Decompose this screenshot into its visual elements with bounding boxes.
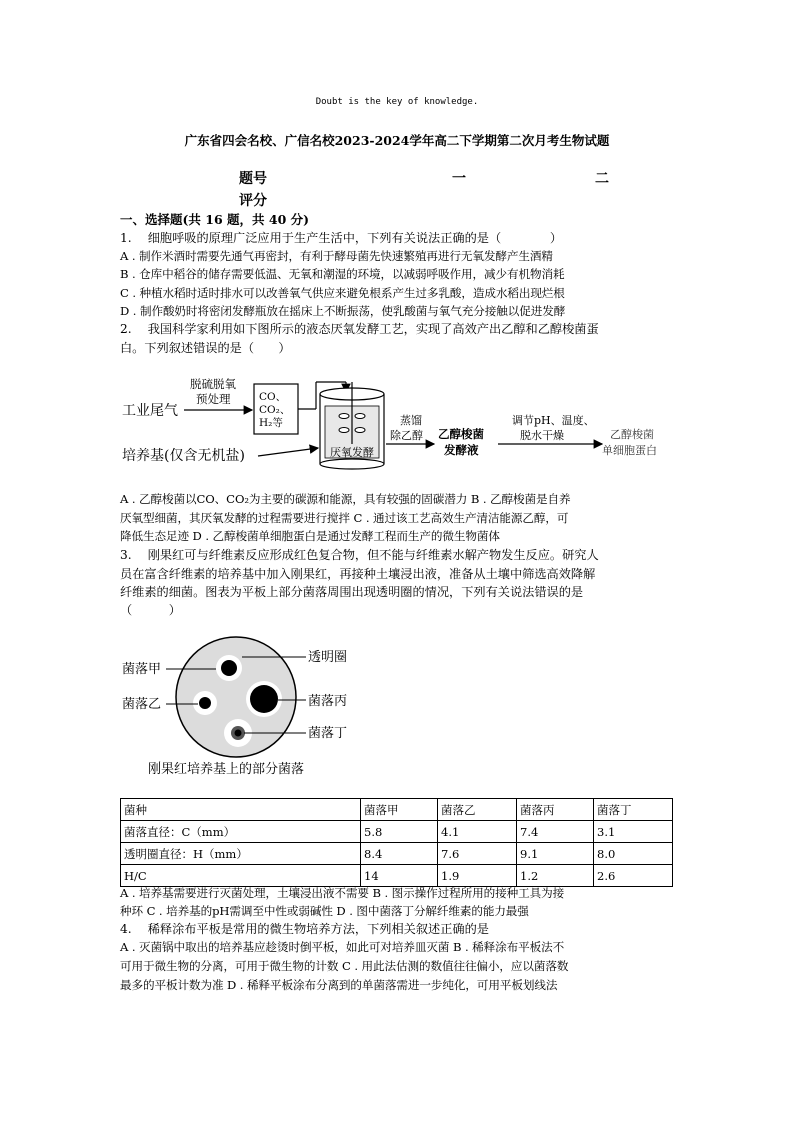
- fermentation-process-diagram: [118, 372, 678, 472]
- label-colony-yi: 菌落乙: [122, 697, 162, 712]
- table-row: [121, 821, 673, 843]
- diagram-medium-label: 培养基(仅含无机盐): [122, 448, 245, 464]
- table-header-cell: 菌落丙: [517, 799, 594, 821]
- diagram-pretreat-label-1: 脱硫脱氧: [190, 377, 236, 391]
- label-colony-jia: 菌落甲: [122, 662, 162, 677]
- liquid-label-2: 发酵液: [444, 443, 479, 457]
- table-cell: 1.9: [438, 865, 517, 887]
- q2-options-line1[interactable]: A . 乙醇梭菌以CO、CO₂为主要的碳源和能源，具有较强的固碳潜力 B . 乙醇梭菌是自养: [120, 492, 571, 506]
- q3-stem-line1: 3. 刚果红可与纤维素反应形成红色复合物，但不能与纤维素水解产物发生反应。研究人: [120, 548, 599, 562]
- table-cell: 菌落直径：C（mm）: [121, 821, 361, 843]
- table-header-cell: 菌落丁: [594, 799, 673, 821]
- table-cell: 9.1: [517, 843, 594, 865]
- distill-label-2: 除乙醇: [390, 429, 423, 442]
- table-cell: H/C: [121, 865, 361, 887]
- table-cell: 4.1: [438, 821, 517, 843]
- q4-stem: 4. 稀释涂布平板是常用的微生物培养方法，下列相关叙述正确的是: [120, 922, 489, 936]
- q2-stem-line2: 白。下列叙述错误的是（ ）: [120, 341, 291, 355]
- q3-stem-line2: 员在富含纤维素的培养基中加入刚果红，再接种土壤浸出液，准备从土壤中筛选高效降解: [120, 567, 596, 581]
- q3-options-line1[interactable]: A . 培养基需要进行灭菌处理，土壤浸出液不需要 B . 图示操作过程所用的接种工具为接: [120, 886, 565, 900]
- tank-label: 厌氧发酵: [330, 446, 374, 459]
- q1-stem: 1. 细胞呼吸的原理广泛应用于生产生活中，下列有关说法正确的是（ ）: [120, 231, 563, 245]
- label-colony-ding: 菌落丁: [308, 726, 348, 741]
- table-header-cell: 菌落甲: [361, 799, 438, 821]
- q2-options-line2[interactable]: 厌氧型细菌，其厌氧发酵的过程需要进行搅拌 C . 通过该工艺高效生产清洁能源乙醇，可: [120, 511, 569, 525]
- score-table-col2: 二: [595, 171, 609, 187]
- table-cell: 1.2: [517, 865, 594, 887]
- table-cell: 14: [361, 865, 438, 887]
- label-colony-bing: 菌落丙: [308, 694, 348, 709]
- gas-label-1: CO、: [259, 391, 287, 403]
- colony-bing: [250, 685, 278, 713]
- q2-stem-line1: 2. 我国科学家利用如下图所示的液态厌氧发酵工艺，实现了高效产出乙醇和乙醇梭菌蛋: [120, 322, 599, 336]
- arrow-medium-to-tank: [258, 448, 318, 456]
- table-row: [121, 865, 673, 887]
- table-header-row: [121, 799, 673, 821]
- table-cell: 8.4: [361, 843, 438, 865]
- q4-options-line3[interactable]: 最多的平板计数为准 D . 稀释平板涂布分离到的单菌落需进一步纯化，可用平板划线法: [120, 978, 558, 992]
- q3-options-line2[interactable]: 种环 C . 培养基的pH需调至中性或弱碱性 D . 图中菌落丁分解纤维素的能力最强: [120, 904, 529, 918]
- figure-caption: 刚果红培养基上的部分菌落: [148, 762, 305, 777]
- q1-option-b[interactable]: B . 仓库中稻谷的储存需要低温、无氧和潮湿的环境，以减弱呼吸作用，减少有机物消耗: [120, 267, 565, 281]
- table-cell: 3.1: [594, 821, 673, 843]
- section-title: 一、选择题(共 16 题，共 40 分): [120, 212, 310, 227]
- table-cell: 7.6: [438, 843, 517, 865]
- q2-options-line3[interactable]: 降低生态足迹 D . 乙醇梭菌单细胞蛋白是通过发酵工程而生产的微生物菌体: [120, 529, 500, 543]
- adjust-label-1: 调节pH、温度、: [512, 414, 595, 427]
- label-clear-zone: 透明圈: [308, 650, 348, 665]
- score-table-row1-label: 题号: [239, 171, 267, 187]
- q1-option-c[interactable]: C . 种植水稻时适时排水可以改善氧气供应来避免根系产生过多乳酸，造成水稻出现烂根: [120, 286, 565, 300]
- adjust-label-2: 脱水干燥: [520, 429, 564, 442]
- table-cell: 8.0: [594, 843, 673, 865]
- exam-title: 广东省四会名校、广信名校2023-2024学年高二下学期第二次月考生物试题: [184, 133, 610, 148]
- diagram-exhaust-label: 工业尾气: [122, 403, 178, 419]
- table-cell: 2.6: [594, 865, 673, 887]
- q4-options-line1[interactable]: A . 灭菌锅中取出的培养基应趁烫时倒平板，如此可对培养皿灭菌 B . 稀释涂布平板法不: [120, 940, 565, 954]
- score-table-col1: 一: [452, 171, 466, 187]
- product-label-1: 乙醇梭菌: [610, 428, 654, 441]
- page-header: Doubt is the key of knowledge.: [315, 97, 479, 107]
- colony-data-table: [120, 798, 673, 887]
- distill-label-1: 蒸馏: [400, 414, 422, 427]
- colony-plate-figure: [118, 633, 368, 783]
- table-cell: 5.8: [361, 821, 438, 843]
- q1-option-d[interactable]: D . 制作酸奶时将密闭发酵瓶放在摇床上不断振荡，使乳酸菌与氧气充分接触以促进发酵: [120, 304, 566, 318]
- colony-jia: [221, 660, 237, 676]
- q4-options-line2[interactable]: 可用于微生物的分离，可用于微生物的计数 C . 用此法估测的数值往往偏小，应以菌落数: [120, 959, 569, 973]
- gas-label-3: H₂等: [259, 417, 283, 429]
- q3-stem-line4: （ ）: [120, 603, 181, 617]
- table-row: [121, 843, 673, 865]
- product-label-2: 单细胞蛋白: [602, 444, 657, 457]
- liquid-label-1: 乙醇梭菌: [438, 427, 484, 441]
- table-header-cell: 菌落乙: [438, 799, 517, 821]
- score-table-row2-label: 评分: [239, 193, 267, 209]
- table-cell: 7.4: [517, 821, 594, 843]
- gas-label-2: CO₂、: [259, 404, 291, 416]
- colony-yi: [199, 697, 211, 709]
- colony-ding: [235, 730, 242, 737]
- diagram-pretreat-label-2: 预处理: [196, 392, 231, 406]
- table-header-cell: 菌种: [121, 799, 361, 821]
- table-cell: 透明圈直径：H（mm）: [121, 843, 361, 865]
- q3-stem-line3: 纤维素的细菌。图表为平板上部分菌落周围出现透明圈的情况，下列有关说法错误的是: [120, 585, 584, 599]
- q1-option-a[interactable]: A . 制作米酒时需要先通气再密封，有利于酵母菌先快速繁殖再进行无氧发酵产生酒精: [120, 249, 553, 263]
